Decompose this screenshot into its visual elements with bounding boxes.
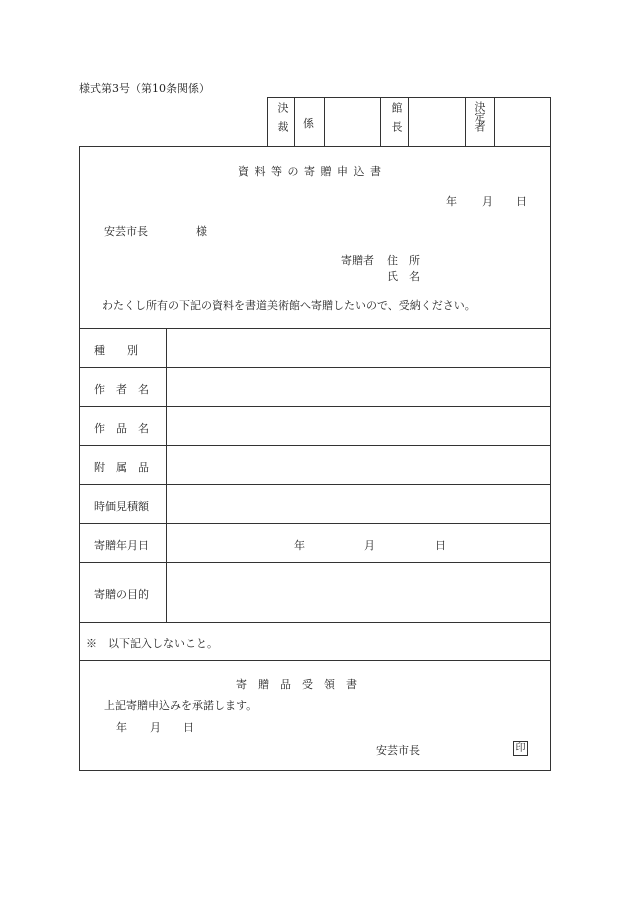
address-field[interactable] (430, 250, 544, 266)
receipt-signer: 安芸市長 (376, 744, 420, 757)
note-do-not-fill: ※ 以下記入しないこと。 (86, 637, 218, 650)
receipt-date-day: 日 (183, 721, 194, 734)
donation-date-year: 年 (294, 539, 305, 552)
application-date-day: 日 (516, 195, 527, 208)
application-date-month: 月 (482, 195, 493, 208)
name-label: 氏 名 (387, 270, 420, 283)
donation-date-month: 月 (364, 539, 375, 552)
address-label: 住 所 (387, 254, 420, 267)
field-label-type: 種 別 (94, 344, 138, 357)
form-number: 様式第3号（第10条関係） (79, 82, 210, 95)
field-label-purpose: 寄贈の目的 (94, 588, 149, 601)
application-date-year: 年 (446, 195, 457, 208)
receipt-date-year: 年 (116, 721, 127, 734)
name-field[interactable] (430, 266, 544, 282)
field-label-accessories: 附 属 品 (94, 461, 149, 474)
field-label-author: 作 者 名 (94, 383, 149, 396)
receipt-date-month: 月 (150, 721, 161, 734)
field-input-type[interactable] (172, 338, 546, 360)
field-input-value[interactable] (172, 494, 546, 516)
donor-label: 寄贈者 (341, 254, 374, 267)
field-input-author[interactable] (172, 377, 546, 399)
field-input-work[interactable] (172, 416, 546, 438)
field-label-work: 作 品 名 (94, 422, 149, 435)
application-title: 資 料 等 の 寄 贈 申 込 書 (238, 165, 382, 178)
field-label-donation-date: 寄贈年月日 (94, 539, 149, 552)
receipt-statement: 上記寄贈申込みを承諾します。 (104, 699, 258, 712)
honorific: 様 (196, 225, 207, 238)
approval-label-kakari: 係 (303, 117, 314, 130)
approval-label-kessai: 決裁 (276, 102, 289, 140)
application-statement: わたくし所有の下記の資料を書道美術館へ寄贈したいので、受納ください。 (102, 299, 476, 312)
donation-date-day: 日 (435, 539, 446, 552)
approval-label-kancho: 館長 (390, 102, 403, 140)
receipt-title: 寄 贈 品 受 領 書 (236, 678, 357, 691)
approval-label-ketteisha: 決定者 (473, 101, 486, 131)
field-input-accessories[interactable] (172, 455, 546, 477)
addressee: 安芸市長 (104, 225, 148, 238)
field-input-purpose[interactable] (172, 572, 546, 614)
field-label-value: 時価見積額 (94, 500, 149, 513)
seal-icon: 印 (513, 741, 528, 756)
